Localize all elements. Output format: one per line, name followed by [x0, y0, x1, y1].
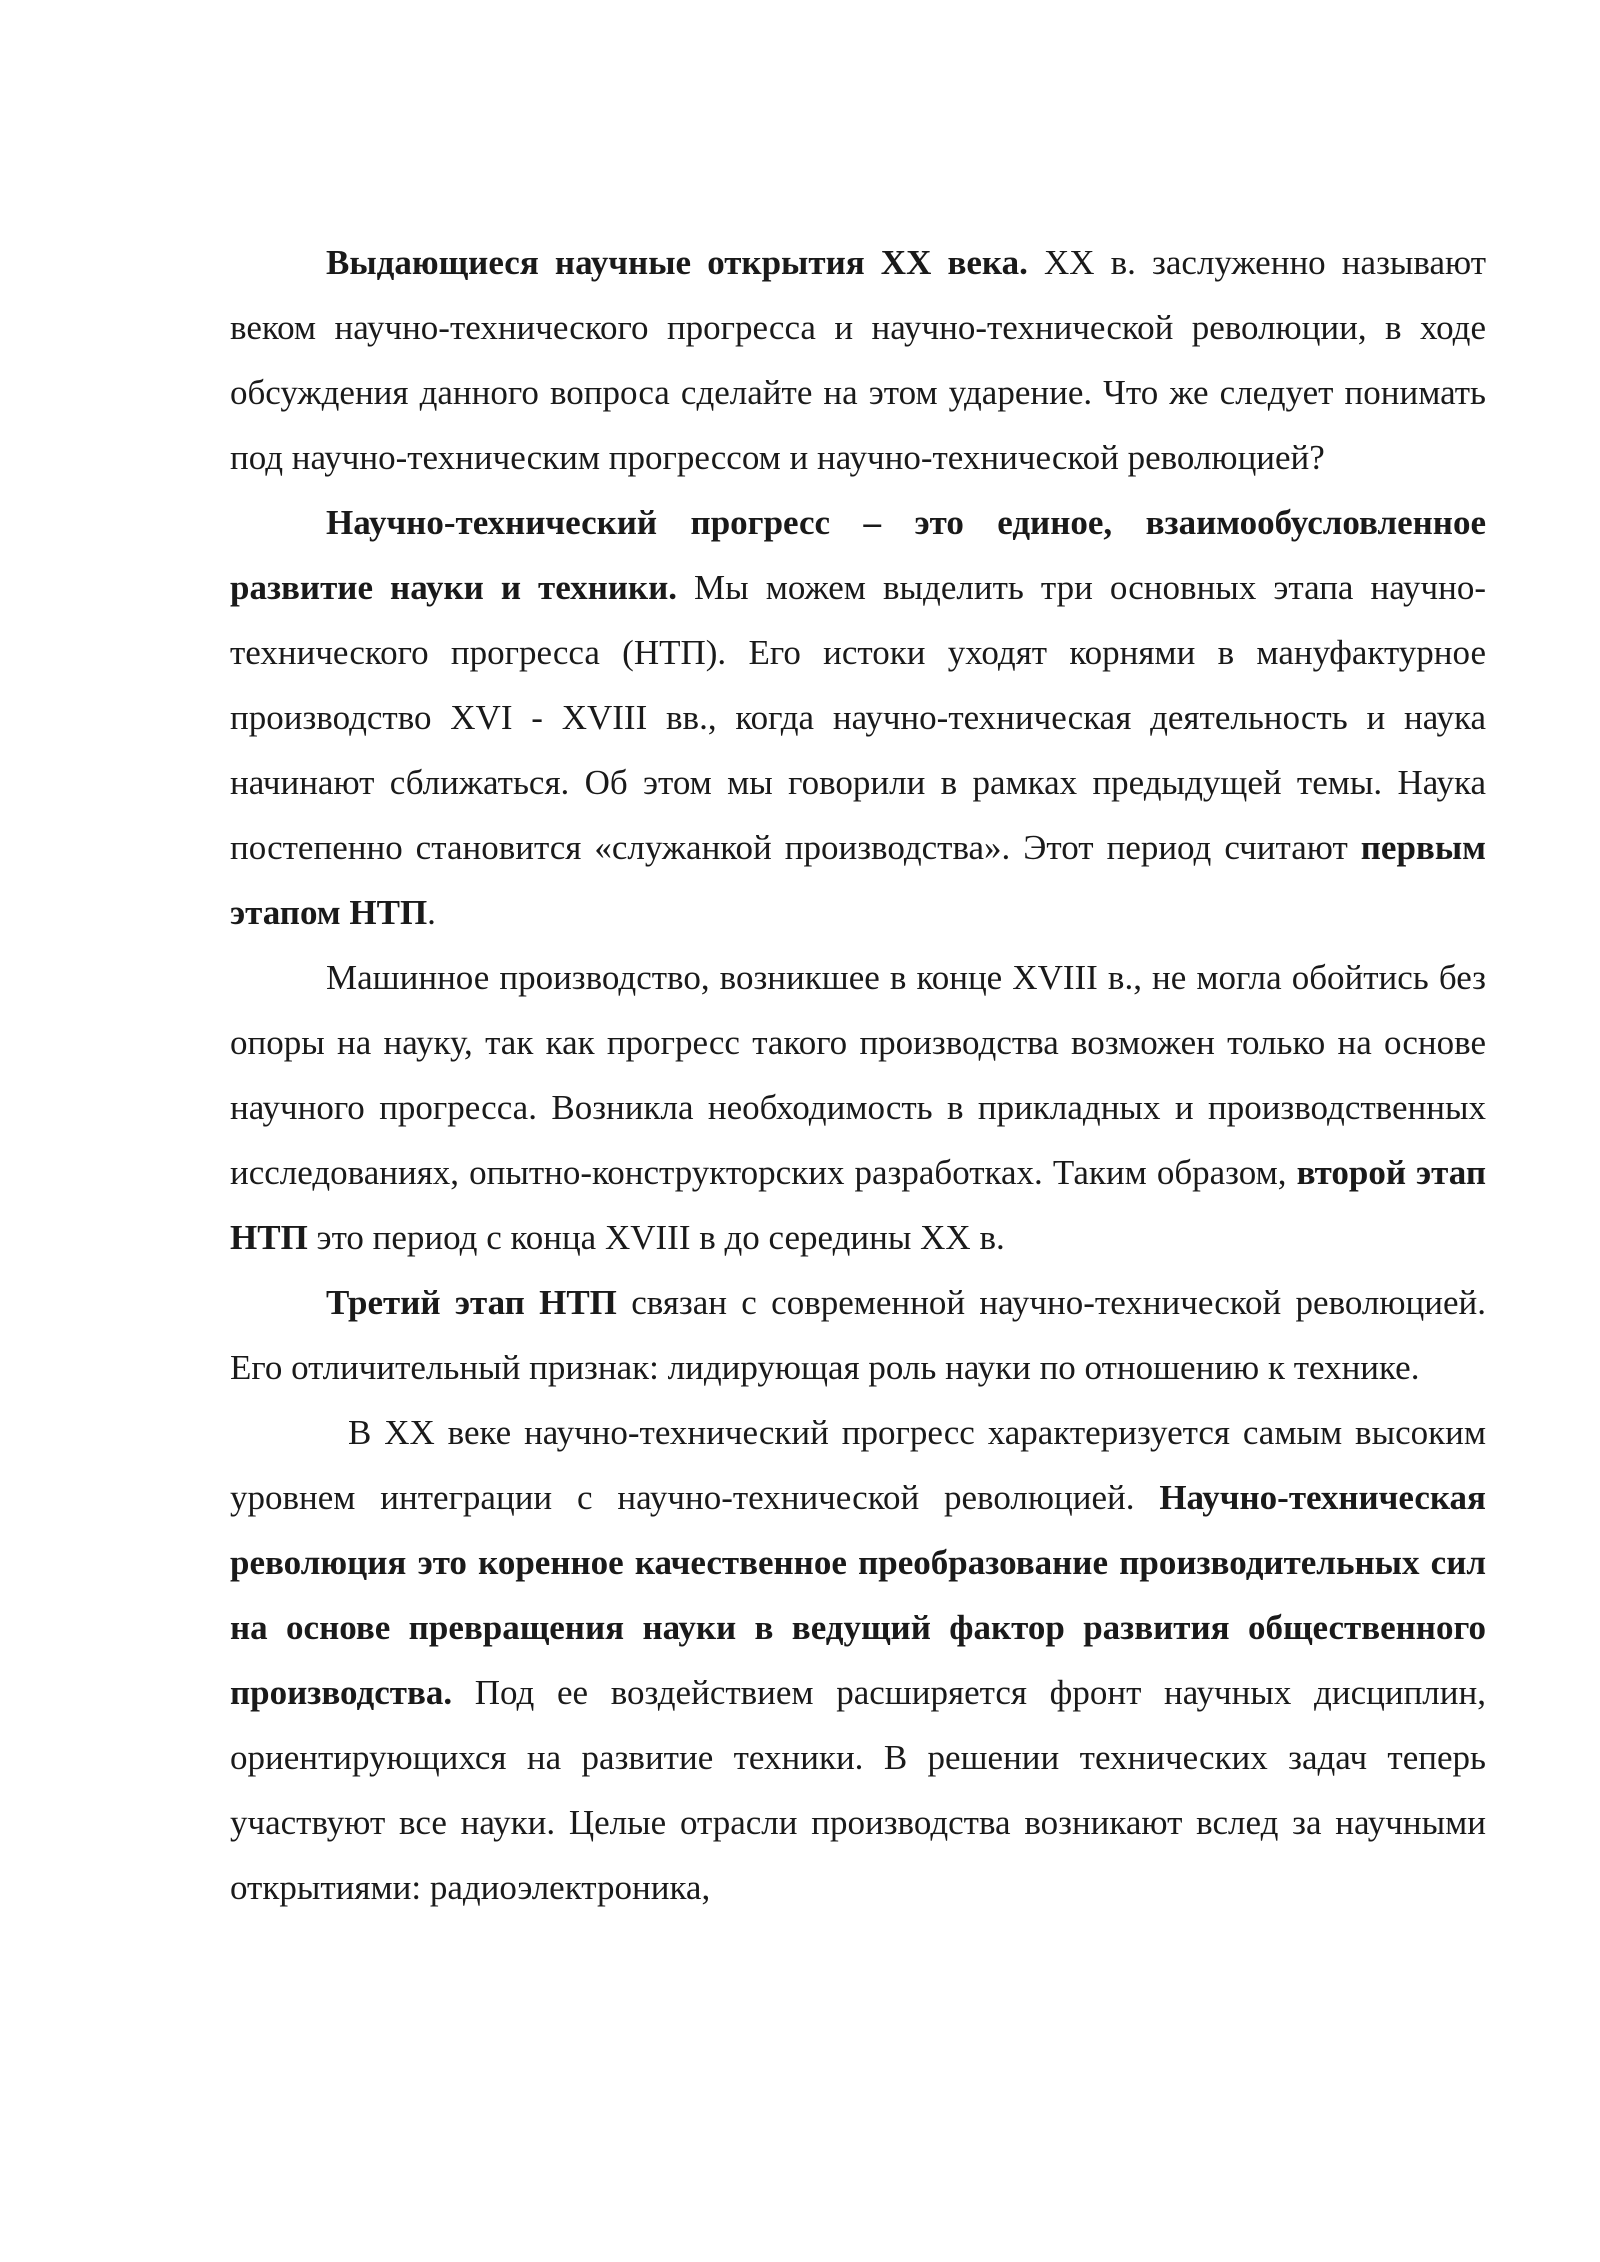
- text-segment: Под ее воздействием расширяется фронт научных дисциплин, ориентирующихся на развитие техники. В решении технических задач теперь участвуют все науки. Целые отрасли производства возникают вслед за научными открытиями: радиоэлектроника,: [230, 1673, 1486, 1907]
- text-segment: Машинное производство, возникшее в конце XVIII в., не могла обойтись без опоры на науку, так как прогресс такого производства возможен только на основе научного прогресса. Возникла необходимость в прикладных и производственных исследованиях, опытно-конструкторских разработках. Таким образом,: [230, 958, 1486, 1192]
- paragraph-5: [230, 1400, 1486, 1920]
- text-segment: это период с конца XVIII в до середины XX в.: [307, 1218, 1005, 1257]
- paragraph-4: [230, 1270, 1486, 1400]
- emphasis-segment: второй этап НТП: [230, 1153, 1486, 1257]
- text-segment: XX в. заслуженно называют веком научно-технического прогресса и научно-технической революции, в ходе обсуждения данного вопроса сделайте на этом ударение. Что же следует понимать под научно-техническим прогрессом и научно-технической революцией?: [230, 243, 1486, 477]
- paragraph-1: [230, 230, 1486, 490]
- document-page: [230, 230, 1486, 1920]
- text-segment: связан с современной научно-технической революцией. Его отличительный признак: лидирующая роль науки по отношению к технике.: [230, 1283, 1486, 1387]
- text-segment: В XX веке научно-технический прогресс характеризуется самым высоким уровнем интеграции с научно-технической революцией.: [230, 1413, 1486, 1517]
- text-segment: Мы можем выделить три основных этапа научно-технического прогресса (НТП). Его истоки уходят корнями в мануфактурное производство XVI - XVIII вв., когда научно-техническая деятельность и наука начинают сближаться. Об этом мы говорили в рамках предыдущей темы. Наука постепенно становится «служанкой производства». Этот период считают: [230, 568, 1486, 867]
- emphasis-segment: Третий этап НТП: [326, 1283, 617, 1322]
- paragraph-3: [230, 945, 1486, 1270]
- definition-segment: Научно-технический прогресс – это единое, взаимообусловленное развитие науки и техники.: [230, 503, 1486, 607]
- paragraph-2: [230, 490, 1486, 945]
- emphasis-segment: первым этапом НТП: [230, 828, 1486, 932]
- heading-segment: Выдающиеся научные открытия XX века.: [326, 243, 1028, 282]
- definition-segment: Научно-техническая революция это коренное качественное преобразование производительных сил на основе превращения науки в ведущий фактор развития общественного производства.: [230, 1478, 1486, 1712]
- text-segment: .: [427, 893, 436, 932]
